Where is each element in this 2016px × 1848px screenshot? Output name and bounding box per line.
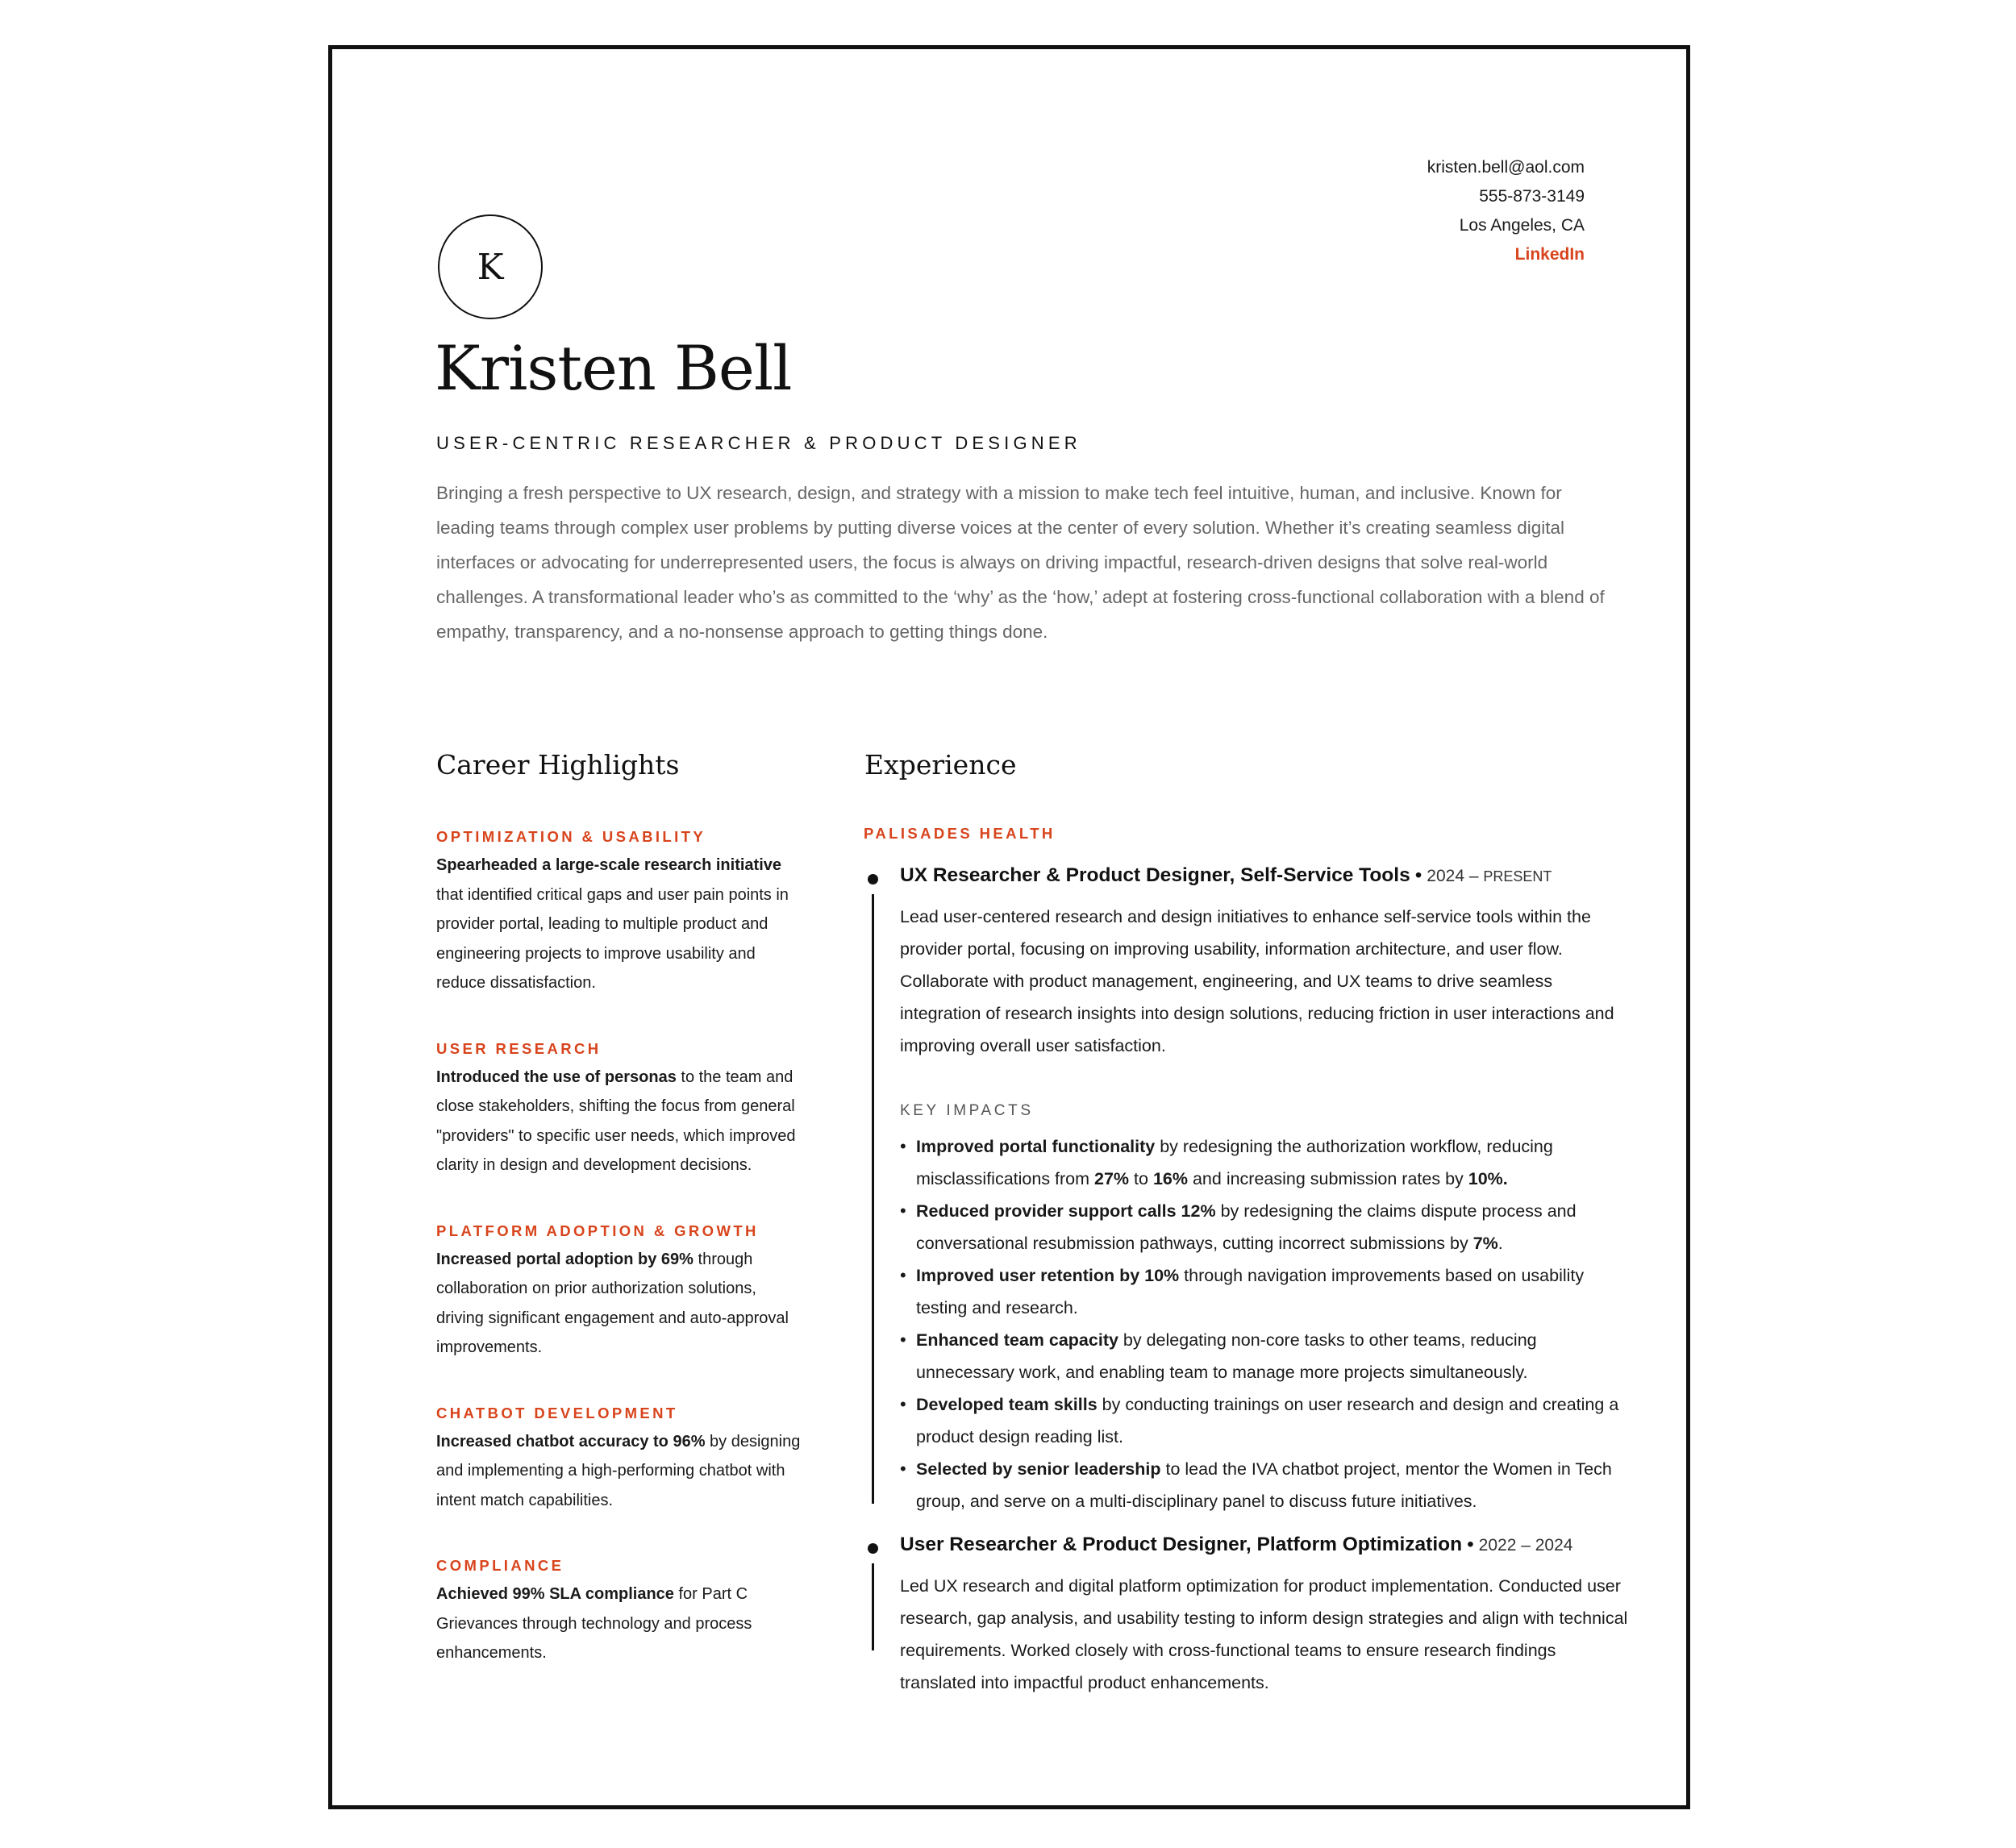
impact-text: through navigation improvements based on usability testing and research. — [916, 1266, 1585, 1317]
impact-text: by redesigning the authorization workflow, reducing misclassifications from — [916, 1137, 1553, 1188]
contact-location: Los Angeles, CA — [1459, 216, 1585, 235]
timeline-line — [872, 1563, 874, 1650]
highlight-text — [436, 1580, 807, 1668]
impact-bold: Reduced provider support calls 12% — [916, 1201, 1216, 1221]
key-impact-item — [900, 1324, 1630, 1388]
highlight-text — [436, 1427, 807, 1516]
career-highlights-heading: Career Highlights — [436, 749, 680, 780]
monogram-circle — [438, 214, 543, 319]
role-title: User Researcher & Product Designer, Platform Optimization — [900, 1534, 1463, 1555]
highlight-label: COMPLIANCE — [436, 1557, 564, 1574]
highlight-bold: Introduced the use of personas — [436, 1068, 677, 1086]
resume-page — [328, 45, 1690, 1809]
role-description: Lead user-centered research and design initiatives to enhance self-service tools within the provider portal, focusing on improving usability, information architecture, and user flow. Collaborate with product management, engineering, and UX teams to drive seamless integration of research insights into design solutions, reducing friction in user interactions and improving overall user satisfaction. — [900, 907, 1614, 1055]
role-dates-end: PRESENT — [1483, 868, 1552, 884]
impact-bold: Selected by senior leadership — [916, 1459, 1161, 1479]
highlight-item — [436, 1038, 807, 1180]
role-description: Led UX research and digital platform optimization for product implementation. Conducted user research, gap analysis, and usability testing to inform design strategies and align with technical requirements. Worked closely with cross-functional teams to ensure research findings translated into impactful product enhancements. — [900, 1576, 1628, 1692]
company-name: PALISADES HEALTH — [864, 825, 1056, 842]
highlight-text — [436, 851, 807, 998]
timeline-dot — [868, 874, 878, 884]
key-impacts-label: KEY IMPACTS — [900, 1102, 1034, 1119]
monogram-letter: K — [477, 246, 504, 288]
highlight-text — [436, 1245, 807, 1363]
highlight-bold: Spearheaded a large-scale research initiative — [436, 856, 781, 874]
key-impacts-list — [900, 1130, 1630, 1517]
role-heading: UX Researcher & Product Designer, Self-Service Tools • 2024 – PRESENT — [900, 864, 1552, 886]
key-impact-item — [900, 1388, 1630, 1453]
key-impact-item — [900, 1453, 1630, 1517]
candidate-name: Kristen Bell — [435, 332, 792, 404]
highlight-bold: Increased portal adoption by 69% — [436, 1250, 694, 1268]
highlight-label: USER RESEARCH — [436, 1039, 602, 1057]
highlight-rest: through collaboration on prior authorization solutions, driving significant engagement and auto-approval improvements. — [436, 1250, 789, 1356]
timeline-dot — [868, 1543, 878, 1554]
key-impact-item — [900, 1259, 1630, 1324]
highlight-label: OPTIMIZATION & USABILITY — [436, 828, 706, 845]
highlight-text — [436, 1063, 807, 1180]
impact-bold: Improved portal functionality — [916, 1137, 1156, 1156]
contact-phone: 555-873-3149 — [1479, 187, 1585, 206]
impact-bold: Enhanced team capacity — [916, 1330, 1118, 1350]
highlight-item — [436, 1555, 807, 1668]
experience-heading: Experience — [864, 749, 1017, 780]
candidate-title: USER-CENTRIC RESEARCHER & PRODUCT DESIGNER — [436, 433, 1081, 453]
timeline-line — [872, 894, 874, 1504]
highlight-item — [436, 1403, 807, 1516]
linkedin-link[interactable]: LinkedIn — [1514, 245, 1585, 264]
impact-bold: 10%. — [1468, 1169, 1508, 1188]
role-dates: 2022 – 2024 — [1478, 1536, 1573, 1555]
highlight-label: CHATBOT DEVELOPMENT — [436, 1404, 678, 1421]
impact-text: by conducting trainings on user research and design and creating a product design reading list. — [916, 1395, 1619, 1446]
impact-text: to lead the IVA chatbot project, mentor the Women in Tech group, and serve on a multi-disciplinary panel to discuss future initiatives. — [916, 1459, 1612, 1511]
key-impact-item — [900, 1130, 1630, 1195]
career-highlights-list — [436, 826, 807, 1709]
highlight-rest: that identified critical gaps and user pain points in provider portal, leading to multiple product and engineering projects to improve usability and reduce dissatisfaction. — [436, 885, 789, 992]
impact-text: and increasing submission rates by — [1188, 1169, 1468, 1188]
highlight-bold: Achieved 99% SLA compliance — [436, 1585, 674, 1603]
contact-block — [1427, 153, 1585, 269]
impact-bold: 27% — [1094, 1169, 1130, 1188]
impact-text: . — [1497, 1234, 1503, 1253]
highlight-label: PLATFORM ADOPTION & GROWTH — [436, 1222, 759, 1239]
contact-email[interactable]: kristen.bell@aol.com — [1427, 158, 1585, 177]
role-title: UX Researcher & Product Designer, Self-Service Tools — [900, 864, 1410, 886]
highlight-bold: Increased chatbot accuracy to 96% — [436, 1432, 706, 1451]
highlight-rest: by designing and implementing a high-performing chatbot with intent match capabilities. — [436, 1432, 801, 1509]
highlight-rest: for Part C Grievances through technology and process enhancements. — [436, 1585, 752, 1662]
role-heading: User Researcher & Product Designer, Platform Optimization • 2022 – 2024 — [900, 1534, 1573, 1555]
highlight-rest: to the team and close stakeholders, shifting the focus from general "providers" to specific user needs, which improved clarity in design and development decisions. — [436, 1068, 796, 1174]
impact-bold: 7% — [1472, 1234, 1498, 1253]
impact-bold: Improved user retention by 10% — [916, 1266, 1180, 1285]
highlight-item — [436, 826, 807, 998]
impact-bold: 16% — [1152, 1169, 1188, 1188]
impact-text: by redesigning the claims dispute process and conversational resubmission pathways, cutting incorrect submissions by — [916, 1201, 1577, 1253]
summary-paragraph: Bringing a fresh perspective to UX research, design, and strategy with a mission to make tech feel intuitive, human, and inclusive. Known for leading teams through complex user problems by putting diverse voices at the center of every solution. Whether it’s creating seamless digital interfaces or advocating for underrepresented users, the focus is always on driving impactful, research-driven designs that solve real-world challenges. A transformational leader who’s as committed to the ‘why’ as the ‘how,’ adept at fostering cross-functional collaboration with a blend of empathy, transparency, and a no-nonsense approach to getting things done. — [436, 483, 1605, 642]
impact-bold: Developed team skills — [916, 1395, 1098, 1414]
impact-text: by delegating non-core tasks to other teams, reducing unnecessary work, and enabling team to manage more projects simultaneously. — [916, 1330, 1537, 1382]
key-impact-item — [900, 1195, 1630, 1259]
impact-text: to — [1129, 1169, 1153, 1188]
highlight-item — [436, 1221, 807, 1363]
role-dates: 2024 – — [1427, 867, 1479, 885]
